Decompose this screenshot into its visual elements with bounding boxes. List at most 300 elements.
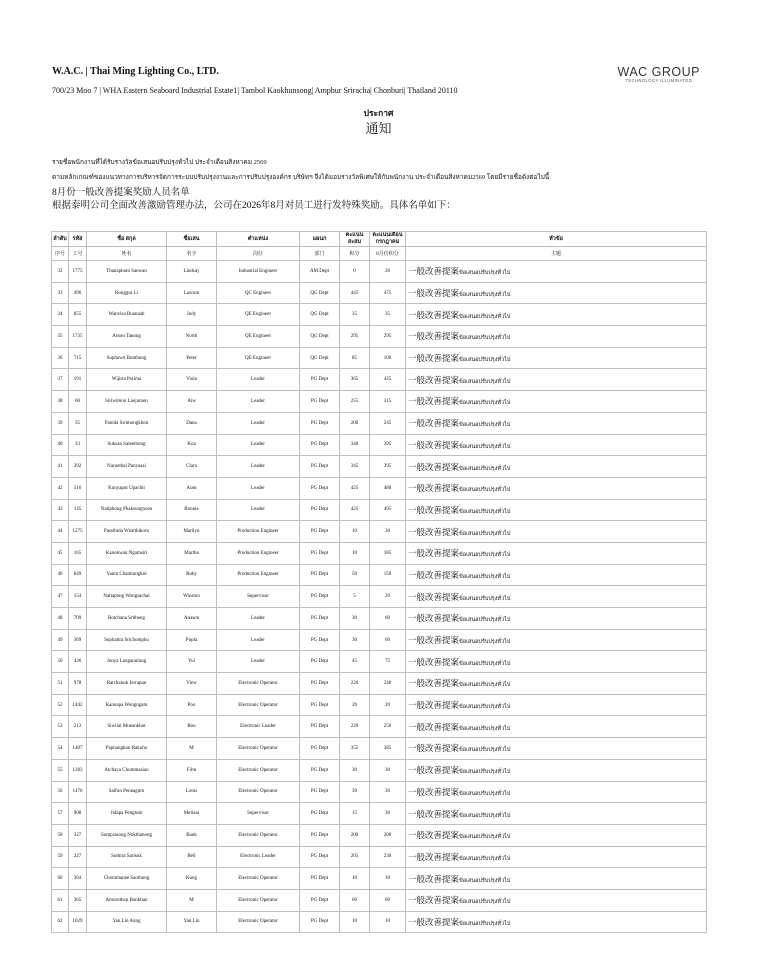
row-number-cell: 38 [52,391,69,413]
position-cell: Leader [217,391,300,413]
month-points-cell: 20 [370,694,406,716]
department-cell: AM Dept [300,261,340,283]
row-number-cell: 45 [52,542,69,564]
position-cell: Production Engineer [217,564,300,586]
topic-cell [406,673,707,695]
employee-id-cell: 369 [69,629,87,651]
topic-cell [406,456,707,478]
accumulated-points-cell: 205 [340,846,370,868]
month-points-cell: 10 [370,868,406,890]
month-points-cell: 10 [370,911,406,933]
department-cell: PG Dept [300,911,340,933]
row-number-cell: 49 [52,629,69,651]
month-points-cell: 20 [370,261,406,283]
month-points-cell: 35 [370,304,406,326]
topic-thai: ข้อเสนอปรับปรุงทั่วไป [459,682,511,689]
topic-thai: ข้อเสนอปรับปรุงทั่วไป [459,704,511,711]
position-cell: Electronic Operator [217,673,300,695]
topic-chinese: 一般改善提案 [408,591,460,602]
position-cell: Supervisor [217,586,300,608]
topic-chinese: 一般改善提案 [408,439,460,450]
topic-thai: ข้อเสนอปรับปรุงทั่วไป [459,335,511,342]
table-row [52,629,707,651]
position-cell: Electronic Leader [217,846,300,868]
position-cell: Production Engineer [217,542,300,564]
employee-id-cell: 35 [69,412,87,434]
department-cell: PG Dept [300,716,340,738]
accumulated-points-cell: 200 [340,412,370,434]
employee-id-cell: 1275 [69,521,87,543]
month-points-cell: 495 [370,499,406,521]
position-cell: Leader [217,456,300,478]
employee-id-cell: 191 [69,369,87,391]
employee-name-cell: Chommanee Saothong [87,868,167,890]
employee-name-cell: Natiphong Phaksungnoen [87,499,167,521]
topic-chinese: 一般改善提案 [408,895,460,906]
employee-name-cell: Naruethai Panyasai [87,456,167,478]
accumulated-points-cell: 20 [340,694,370,716]
nickname-cell: Ronnie [167,499,217,521]
topic-cell [406,759,707,781]
nickname-cell: Marilyn [167,521,217,543]
topic-chinese: 一般改善提案 [408,656,460,667]
nickname-cell: Aiw [167,391,217,413]
topic-chinese: 一般改善提案 [408,309,460,320]
nickname-cell: M [167,889,217,911]
position-cell: Leader [217,477,300,499]
department-cell: QG Dept [300,347,340,369]
department-cell: QG Dept [300,282,340,304]
month-points-cell: 200 [370,824,406,846]
topic-chinese: 一般改善提案 [408,635,460,646]
topic-thai: ข้อเสนอปรับปรุงทั่วไป [459,465,511,472]
topic-chinese: 一般改善提案 [408,353,460,364]
position-cell: Electronic Operator [217,781,300,803]
table-row [52,369,707,391]
department-cell: PG Dept [300,651,340,673]
accumulated-points-cell: 220 [340,716,370,738]
company-name: W.A.C. | Thai Ming Lighting Co., LTD. [52,66,219,77]
employee-name-cell: Saifon Pennagum [87,781,167,803]
accumulated-points-cell: 5 [340,586,370,608]
topic-chinese: 一般改善提案 [408,548,460,559]
employee-name-cell: Kannapa Wongngam [87,694,167,716]
topic-thai: ข้อเสนอปรับปรุงทั่วไป [459,270,511,277]
month-points-cell: 150 [370,564,406,586]
accumulated-points-cell: 340 [340,434,370,456]
table-row [52,716,707,738]
employee-name-cell: Yan Lin Aung [87,911,167,933]
topic-cell [406,282,707,304]
accumulated-points-cell: 10 [340,911,370,933]
month-points-cell: 30 [370,521,406,543]
employee-id-cell: 1442 [69,694,87,716]
topic-chinese: 一般改善提案 [408,678,460,689]
row-number-cell: 47 [52,586,69,608]
award-table-body [52,261,707,933]
header-cell: 工号 [69,247,87,261]
table-row [52,846,707,868]
employee-name-cell: Nattapong Wongsachai [87,586,167,608]
employee-id-cell: 1775 [69,261,87,283]
topic-cell [406,824,707,846]
topic-cell [406,651,707,673]
position-cell: Leader [217,629,300,651]
topic-cell [406,499,707,521]
header-cell: ตำแหน่ง [217,232,300,247]
topic-thai: ข้อเสนอปรับปรุงทั่วไป [459,313,511,320]
topic-cell [406,347,707,369]
nickname-cell: Clara [167,456,217,478]
row-number-cell: 35 [52,326,69,348]
employee-id-cell: 392 [69,456,87,478]
employee-name-cell: Siriwimon Laojaroen [87,391,167,413]
employee-name-cell: Arnon Tanong [87,326,167,348]
topic-chinese: 一般改善提案 [408,526,460,537]
nickname-cell: Kung [167,868,217,890]
intro-chinese-line-1: 8月份一般改善提案奖励人员名单 [52,188,190,198]
employee-id-cell: 1407 [69,738,87,760]
month-points-cell: 60 [370,629,406,651]
header-cell: 8月份积分 [370,247,406,261]
topic-cell [406,846,707,868]
header-cell: คะแนน สะสม [340,232,370,247]
logo-text: WAC GROUP [617,65,700,79]
employee-name-cell: Junya Laoganuluug [87,651,167,673]
position-cell: Leader [217,608,300,630]
header-cell: ลำดับ [52,232,69,247]
table-row [52,282,707,304]
topic-chinese: 一般改善提案 [408,613,460,624]
nickname-cell: Lotus [167,781,217,803]
position-cell: Leader [217,412,300,434]
month-points-cell: 240 [370,673,406,695]
nickname-cell: Martha [167,542,217,564]
accumulated-points-cell: 295 [340,326,370,348]
employee-name-cell: Passthida Wisitthikorn [87,521,167,543]
table-row [52,651,707,673]
month-points-cell: 60 [370,889,406,911]
header-cell: 部门 [300,247,340,261]
employee-id-cell: 1029 [69,911,87,933]
table-row [52,412,707,434]
month-points-cell: 245 [370,412,406,434]
nickname-cell: North [167,326,217,348]
employee-name-cell: Jidapa Pengtum [87,803,167,825]
table-row [52,261,707,283]
month-points-cell: 480 [370,477,406,499]
topic-chinese: 一般改善提案 [408,266,460,277]
company-logo [617,65,700,83]
row-number-cell: 51 [52,673,69,695]
header-row-thai [52,232,707,247]
month-points-cell: 30 [370,781,406,803]
topic-chinese: 一般改善提案 [408,374,460,385]
department-cell: PG Dept [300,824,340,846]
position-cell: QC Engineer [217,282,300,304]
department-cell: PG Dept [300,781,340,803]
topic-chinese: 一般改善提案 [408,331,460,342]
topic-chinese: 一般改善提案 [408,700,460,711]
table-row [52,434,707,456]
employee-id-cell: 327 [69,824,87,846]
employee-id-cell: 60 [69,391,87,413]
topic-thai: ข้อเสนอปรับปรุงทั่วไป [459,552,511,559]
intro-thai-line-2: ตามหลักเกณฑ์ของแนวทางการบริหารจัดการระบบปรับปรุงงานและการปรับปรุงองค์กร บริษัทฯ จึงได้มอบรางวัลพิเศษให้กับพนักงาน ประจำเดือนสิงหาคม2569 โดยมีรายชื่อดังต่อไปนี้ [52,174,550,181]
topic-cell [406,781,707,803]
accumulated-points-cell: 35 [340,304,370,326]
topic-chinese: 一般改善提案 [408,765,460,776]
topic-thai: ข้อเสนอปรับปรุงทั่วไป [459,617,511,624]
month-points-cell: 60 [370,608,406,630]
department-cell: QG Dept [300,326,340,348]
intro-thai-line-1: รายชื่อพนักงานที่ได้รับรางวัลข้อเสนอปรับปรุงทั่วไป ประจำเดือนสิงหาคม 2569 [52,159,267,166]
month-points-cell: 230 [370,846,406,868]
topic-thai: ข้อเสนอปรับปรุงทั่วไป [459,573,511,580]
employee-name-cell: Atchaya Chummasiao [87,759,167,781]
position-cell: Electronic Operator [217,889,300,911]
employee-name-cell: Yanin Chaimongkol [87,564,167,586]
topic-chinese: 一般改善提案 [408,288,460,299]
header-cell: รหัส [69,232,87,247]
topic-thai: ข้อเสนอปรับปรุงทั่วไป [459,443,511,450]
row-number-cell: 61 [52,889,69,911]
accumulated-points-cell: 10 [340,542,370,564]
employee-id-cell: 1735 [69,326,87,348]
employee-name-cell: Wanvisa Buanaab [87,304,167,326]
company-address: 700/23 Moo 7 | WHA Eastern Seaboard Industrial Estate1| Tambol Kaokhunsong| Amphur Sriracha| Chonburi| Thailand 20110 [52,86,458,95]
position-cell: Leader [217,434,300,456]
topic-thai: ข้อเสนอปรับปรุงทั่วไป [459,812,511,819]
department-cell: PG Dept [300,369,340,391]
accumulated-points-cell: 50 [340,564,370,586]
employee-name-cell: Wijitra Potima [87,369,167,391]
position-cell: Production Engineer [217,521,300,543]
topic-cell [406,911,707,933]
row-number-cell: 50 [52,651,69,673]
nickname-cell: View [167,673,217,695]
header-cell: ชื่อ สกุล [87,232,167,247]
table-row [52,499,707,521]
employee-name-cell: Ronggui Li [87,282,167,304]
header-cell: แผนก [300,232,340,247]
header-cell: คะแนนเดือน กรกฎาคม [370,232,406,247]
department-cell: PG Dept [300,586,340,608]
nickname-cell: Winston [167,586,217,608]
employee-name-cell: Paphangkon Rakoho [87,738,167,760]
month-points-cell: 385 [370,738,406,760]
row-number-cell: 37 [52,369,69,391]
topic-chinese: 一般改善提案 [408,418,460,429]
topic-cell [406,608,707,630]
header-cell: 序号 [52,247,69,261]
nickname-cell: Koa [167,434,217,456]
nickname-cell: Bell [167,846,217,868]
accumulated-points-cell: 30 [340,759,370,781]
employee-id-cell: 908 [69,803,87,825]
accumulated-points-cell: 255 [340,391,370,413]
department-cell: PG Dept [300,608,340,630]
employee-name-cell: Suphattra Srichomphu [87,629,167,651]
accumulated-points-cell: 30 [340,629,370,651]
nickname-cell: Popla [167,629,217,651]
position-cell: Leader [217,369,300,391]
topic-cell [406,261,707,283]
accumulated-points-cell: 30 [340,608,370,630]
nickname-cell: Viola [167,369,217,391]
topic-chinese: 一般改善提案 [408,504,460,515]
topic-cell [406,629,707,651]
header-cell: 积分 [340,247,370,261]
header-cell: หัวข้อ [406,232,707,247]
position-cell: Electronic Operator [217,759,300,781]
row-number-cell: 62 [52,911,69,933]
month-points-cell: 395 [370,456,406,478]
position-cell: Electronic Operator [217,738,300,760]
row-number-cell: 58 [52,824,69,846]
topic-cell [406,803,707,825]
topic-thai: ข้อเสนอปรับปรุงทั่วไป [459,422,511,429]
topic-chinese: 一般改善提案 [408,483,460,494]
table-row [52,304,707,326]
header-row-chinese [52,247,707,261]
topic-chinese: 一般改善提案 [408,808,460,819]
topic-chinese: 一般改善提案 [408,461,460,472]
notice-title-thai: ประกาศ [363,108,394,118]
topic-thai: ข้อเสนอปรับปรุงทั่วไป [459,920,511,927]
topic-chinese: 一般改善提案 [408,396,460,407]
table-row [52,759,707,781]
department-cell: PG Dept [300,412,340,434]
position-cell: Electronic Operator [217,824,300,846]
department-cell: PG Dept [300,803,340,825]
position-cell: Electronic Operator [217,911,300,933]
topic-cell [406,586,707,608]
month-points-cell: 30 [370,759,406,781]
employee-name-cell: Kunyaput Upachit [87,477,167,499]
department-cell: PG Dept [300,456,340,478]
header-cell: 岗位 [217,247,300,261]
topic-cell [406,564,707,586]
row-number-cell: 33 [52,282,69,304]
header-cell: ชื่อเล่น [167,232,217,247]
topic-thai: ข้อเสนอปรับปรุงทั่วไป [459,877,511,884]
row-number-cell: 59 [52,846,69,868]
table-row [52,738,707,760]
accumulated-points-cell: 365 [340,369,370,391]
topic-cell [406,738,707,760]
nickname-cell: Yui [167,651,217,673]
employee-name-cell: Suphawit Bunthong [87,347,167,369]
month-points-cell: 315 [370,391,406,413]
accumulated-points-cell: 10 [340,521,370,543]
topic-thai: ข้อเสนอปรับปรุงทั่วไป [459,899,511,906]
month-points-cell: 250 [370,716,406,738]
department-cell: PG Dept [300,499,340,521]
row-number-cell: 53 [52,716,69,738]
table-row [52,868,707,890]
employee-id-cell: 436 [69,651,87,673]
topic-thai: ข้อเสนอปรับปรุงทั่วไป [459,790,511,797]
employee-name-cell: Thanaphum Saewan [87,261,167,283]
topic-cell [406,326,707,348]
position-cell: Electronic Leader [217,716,300,738]
position-cell: Supervisor [217,803,300,825]
accumulated-points-cell: 10 [340,868,370,890]
employee-id-cell: 165 [69,542,87,564]
month-points-cell: 75 [370,651,406,673]
topic-cell [406,889,707,911]
employee-id-cell: 715 [69,347,87,369]
employee-name-cell: Panida Sirimongkhon [87,412,167,434]
employee-name-cell: Siwilai Mueankhot [87,716,167,738]
topic-cell [406,434,707,456]
nickname-cell: Yan Lin [167,911,217,933]
position-cell: QE Engineer [217,304,300,326]
topic-thai: ข้อเสนอปรับปรุงทั่วไป [459,487,511,494]
month-points-cell: 30 [370,803,406,825]
topic-thai: ข้อเสนอปรับปรุงทั่วไป [459,378,511,385]
row-number-cell: 54 [52,738,69,760]
department-cell: PG Dept [300,391,340,413]
accumulated-points-cell: 345 [340,456,370,478]
row-number-cell: 43 [52,499,69,521]
nickname-cell: M [167,738,217,760]
nickname-cell: Bou [167,716,217,738]
header-cell: 主题 [406,247,707,261]
topic-thai: ข้อเสนอปรับปรุงทั่วไป [459,855,511,862]
topic-chinese: 一般改善提案 [408,569,460,580]
accumulated-points-cell: 220 [340,673,370,695]
topic-chinese: 一般改善提案 [408,873,460,884]
topic-thai: ข้อเสนอปรับปรุงทั่วไป [459,595,511,602]
topic-thai: ข้อเสนอปรับปรุงทั่วไป [459,769,511,776]
department-cell: PG Dept [300,759,340,781]
position-cell: Electronic Operator [217,868,300,890]
month-points-cell: 295 [370,326,406,348]
table-row [52,608,707,630]
department-cell: PG Dept [300,694,340,716]
position-cell: QE Engineer [217,347,300,369]
department-cell: PG Dept [300,846,340,868]
logo-tagline: TECHNOLOGY ILLUMINATED [625,78,693,83]
table-row [52,391,707,413]
row-number-cell: 55 [52,759,69,781]
department-cell: PG Dept [300,738,340,760]
table-row [52,586,707,608]
topic-thai: ข้อเสนอปรับปรุงทั่วไป [459,508,511,515]
accumulated-points-cell: 355 [340,738,370,760]
topic-thai: ข้อเสนอปรับปรุงทั่วไป [459,725,511,732]
row-number-cell: 32 [52,261,69,283]
row-number-cell: 44 [52,521,69,543]
topic-cell [406,694,707,716]
topic-thai: ข้อเสนอปรับปรุงทั่วไป [459,834,511,841]
table-row [52,781,707,803]
month-points-cell: 20 [370,586,406,608]
row-number-cell: 56 [52,781,69,803]
table-row [52,694,707,716]
row-number-cell: 34 [52,304,69,326]
table-row [52,326,707,348]
nickname-cell: Judy [167,304,217,326]
employee-id-cell: 304 [69,868,87,890]
employee-id-cell: 709 [69,608,87,630]
table-row [52,542,707,564]
employee-id-cell: 978 [69,673,87,695]
employee-id-cell: 496 [69,282,87,304]
topic-thai: ข้อเสนอปรับปรุงทั่วไป [459,747,511,754]
